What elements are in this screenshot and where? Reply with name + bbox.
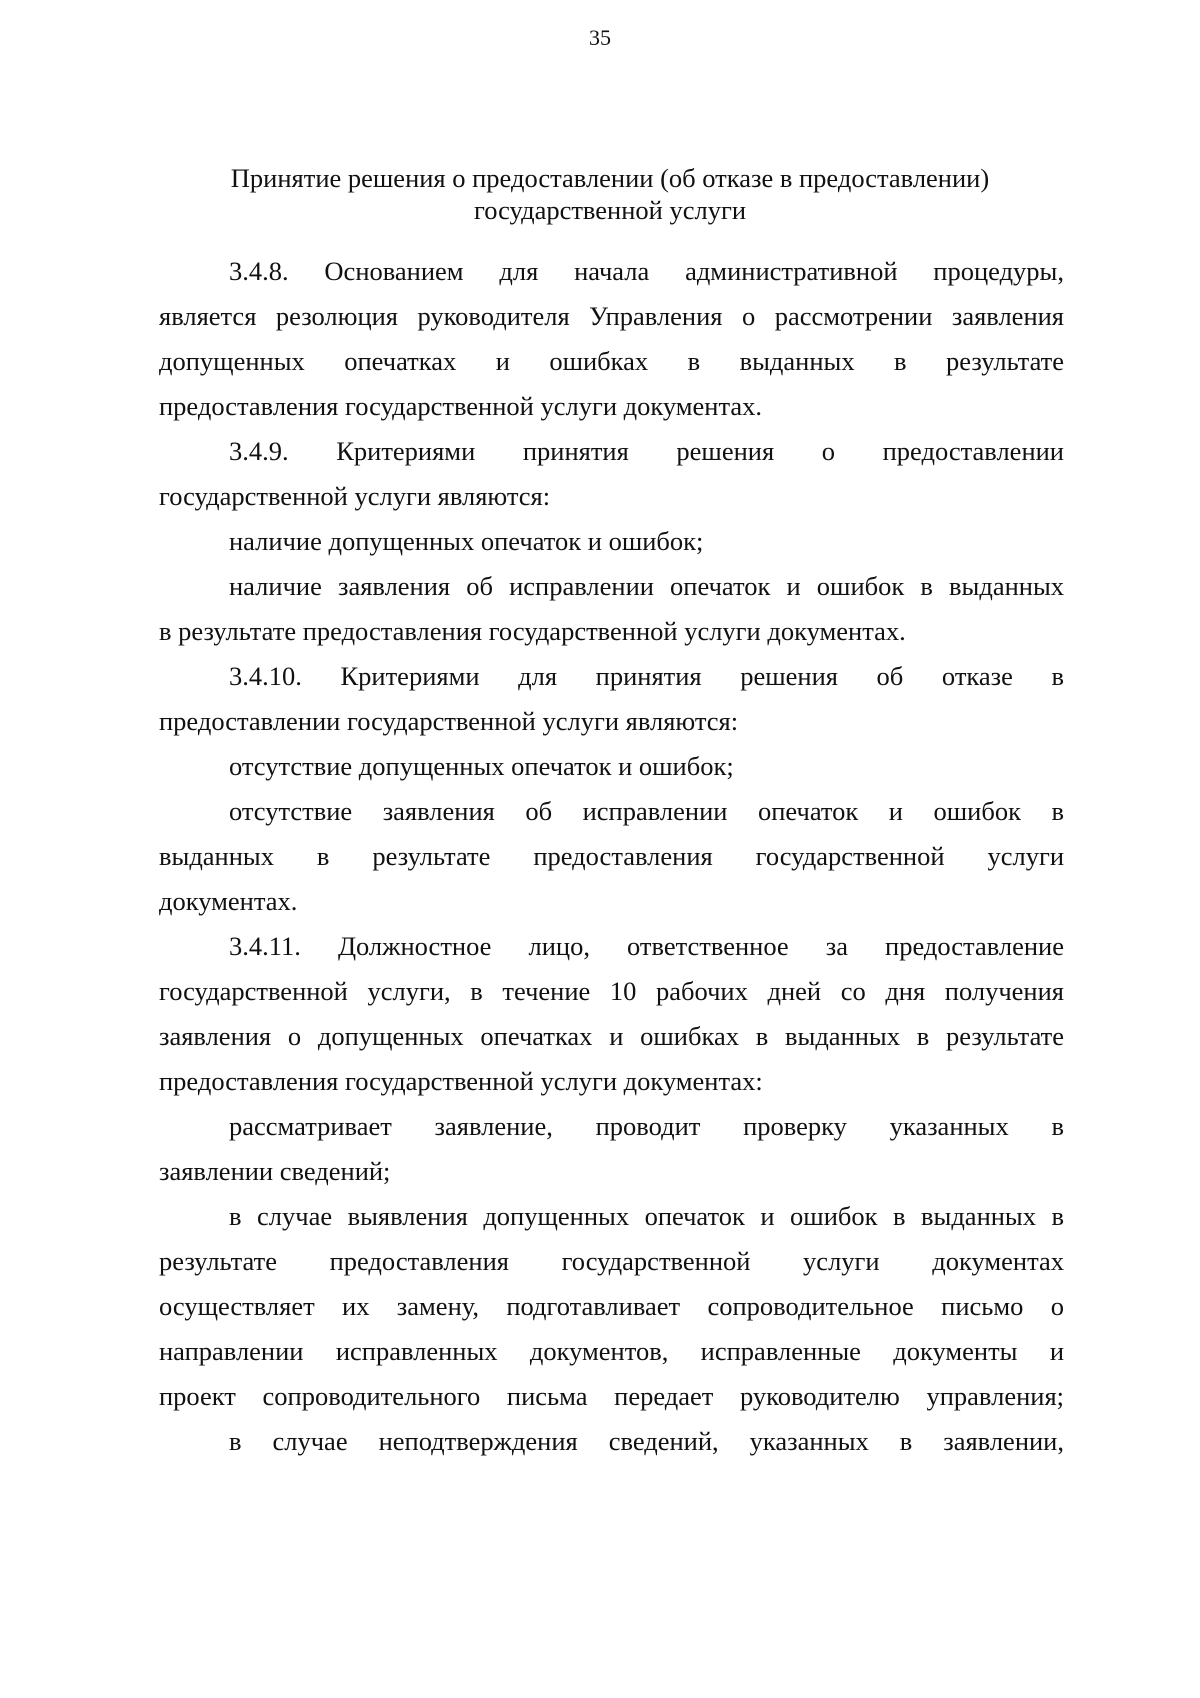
text-line: допущенных опечатках и ошибках в выданных в результате <box>159 346 1064 376</box>
text-line: направлении исправленных документов, исправленные документы и <box>159 1336 1064 1366</box>
text-line: в случае неподтверждения сведений, указанных в заявлении, <box>229 1426 1064 1456</box>
text-line: наличие допущенных опечаток и ошибок; <box>229 526 704 556</box>
section-title-line-2: государственной услуги <box>473 195 747 225</box>
text-line: заявлении сведений; <box>159 1156 391 1186</box>
text-line: является резолюция руководителя Управления о рассмотрении заявления <box>159 301 1064 331</box>
text-line: осуществляет их замену, подготавливает сопроводительное письмо о <box>159 1291 1064 1321</box>
text-line: 3.4.9. Критериями принятия решения о предоставлении <box>229 436 1064 466</box>
text-line: отсутствие заявления об исправлении опечаток и ошибок в <box>229 796 1064 826</box>
text-line: государственной услуги, в течение 10 рабочих дней со дня получения <box>159 976 1064 1006</box>
text-line: предоставлении государственной услуги являются: <box>159 706 739 736</box>
text-line: в случае выявления допущенных опечаток и ошибок в выданных в <box>229 1201 1064 1231</box>
text-line: рассматривает заявление, проводит проверку указанных в <box>229 1111 1064 1141</box>
text-line: предоставления государственной услуги документах: <box>159 1066 763 1096</box>
text-line: предоставления государственной услуги документах. <box>159 391 763 421</box>
section-title-line-1: Принятие решения о предоставлении (об отказе в предоставлении) <box>230 163 990 193</box>
text-line: 3.4.8. Основанием для начала административной процедуры, <box>229 256 1064 286</box>
text-line: государственной услуги являются: <box>159 481 551 511</box>
text-line: выданных в результате предоставления государственной услуги <box>159 841 1064 871</box>
text-line: заявления о допущенных опечатках и ошибках в выданных в результате <box>159 1021 1064 1051</box>
text-line: результате предоставления государственной услуги документах <box>159 1246 1064 1276</box>
section-title <box>160 162 1060 226</box>
text-line: документах. <box>159 886 298 916</box>
text-line: наличие заявления об исправлении опечаток и ошибок в выданных <box>229 571 1064 601</box>
text-line: 3.4.11. Должностное лицо, ответственное за предоставление <box>229 931 1064 961</box>
text-line: 3.4.10. Критериями для принятия решения об отказе в <box>229 661 1064 691</box>
text-line: в результате предоставления государственной услуги документах. <box>159 616 906 646</box>
page-number: 35 <box>589 25 611 50</box>
text-line: отсутствие допущенных опечаток и ошибок; <box>229 751 734 781</box>
text-line: проект сопроводительного письма передает руководителю управления; <box>159 1381 1064 1411</box>
